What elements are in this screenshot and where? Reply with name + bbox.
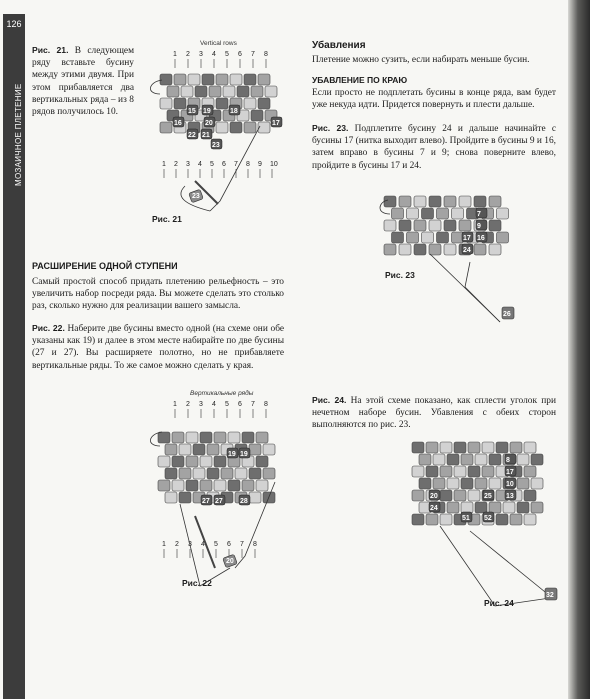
figure-22-diagram: [140, 386, 300, 606]
fig21-caption: Рис. 21: [152, 214, 182, 224]
bead: [158, 456, 170, 467]
bead: [265, 86, 277, 97]
fig22-top-number: 7: [251, 401, 255, 408]
left-para-1: Самый простой способ придать плетению рельефность – это увеличить набор посреди ряда. Вы можете сделать это столько раз, сколько нужно для реализации вашего замысла.: [32, 277, 284, 312]
bead: [172, 432, 184, 443]
fig21-top-number: 4: [212, 51, 216, 58]
bead: [496, 514, 508, 525]
bead: [172, 480, 184, 491]
bead: [384, 244, 396, 255]
fig22-bead-number: 19: [240, 451, 248, 458]
fig22-bottom-number: 1: [162, 541, 166, 548]
bead: [489, 220, 501, 231]
fig22-top-number: 4: [212, 401, 216, 408]
bead: [510, 514, 522, 525]
fig23-caption: Рис. 23: [385, 270, 415, 280]
bead: [496, 442, 508, 453]
bead: [468, 490, 480, 501]
bead: [186, 456, 198, 467]
fig22-top-number: 8: [264, 401, 268, 408]
bead: [207, 444, 219, 455]
bead: [497, 208, 509, 219]
bead: [524, 514, 536, 525]
bead: [468, 442, 480, 453]
bead: [440, 466, 452, 477]
bead: [444, 220, 456, 231]
bead: [475, 478, 487, 489]
bead: [251, 110, 263, 121]
bead: [399, 196, 411, 207]
bead: [160, 98, 172, 109]
bead: [256, 432, 268, 443]
bead: [440, 514, 452, 525]
bead: [244, 74, 256, 85]
bead: [503, 502, 515, 513]
fig22-top-number: 6: [238, 401, 242, 408]
bead: [461, 454, 473, 465]
fig21-bottom-number: 6: [222, 161, 226, 168]
bead: [216, 98, 228, 109]
bead: [447, 502, 459, 513]
fig24-bead-number: 25: [484, 493, 492, 500]
fig21-top-number: 2: [186, 51, 190, 58]
bead: [444, 244, 456, 255]
bead: [414, 196, 426, 207]
bead: [158, 432, 170, 443]
bead: [216, 74, 228, 85]
bead: [249, 444, 261, 455]
fig23-bead-number: 7: [477, 211, 481, 218]
bead: [158, 480, 170, 491]
fig21-bead-number: 18: [230, 108, 238, 115]
bead: [531, 478, 543, 489]
fig22-bottom-number: 7: [240, 541, 244, 548]
fig22-top-label: Вертикальные ряды: [190, 390, 254, 397]
fig22-bottom-number: 5: [214, 541, 218, 548]
bead: [517, 502, 529, 513]
fig24-bead-number: 24: [430, 505, 438, 512]
fig21-bead-number: 15: [188, 108, 196, 115]
fig21-top-number: 5: [225, 51, 229, 58]
bead: [392, 232, 404, 243]
bead: [468, 466, 480, 477]
bead: [531, 454, 543, 465]
fig24-bead-number: 10: [506, 481, 514, 488]
fig21-top-number: 3: [199, 51, 203, 58]
fig22-paragraph: Рис. 22. Наберите две бусины вместо одной (на схеме они обе указаны как 19) и далее в этом месте набирайте по две бусины (27 и 27). Вы расширяете полотно, но не прибавляете вертикальные ряды. То же самое можно сделать у края.: [32, 323, 284, 371]
fig21-top-label: Vertical rows: [200, 40, 237, 47]
bead: [193, 444, 205, 455]
bead: [524, 442, 536, 453]
bead: [228, 432, 240, 443]
fig23-bead-number: 24: [463, 247, 471, 254]
bead: [459, 196, 471, 207]
fig21-bottom-number: 2: [174, 161, 178, 168]
fig21-bead-number: 16: [174, 120, 182, 127]
fig22-bottom-number: 4: [201, 541, 205, 548]
bead: [489, 196, 501, 207]
bead: [517, 454, 529, 465]
bead: [200, 480, 212, 491]
bead: [179, 492, 191, 503]
bead: [419, 454, 431, 465]
book-spine: [568, 0, 590, 699]
bead: [244, 122, 256, 133]
bead: [384, 196, 396, 207]
bead: [440, 490, 452, 501]
bead: [454, 490, 466, 501]
bead: [214, 432, 226, 443]
bead: [172, 456, 184, 467]
bead: [186, 432, 198, 443]
bead: [200, 456, 212, 467]
bead: [181, 86, 193, 97]
bead: [475, 502, 487, 513]
figure-24-diagram: [400, 436, 560, 636]
fig22-bead-20-end: 20: [226, 558, 234, 565]
bead: [412, 466, 424, 477]
bead: [433, 478, 445, 489]
bead: [251, 86, 263, 97]
fig23-paragraph: Рис. 23. Подплетите бусину 24 и дальше начинайте с бусины 17 (нитка выходит влево). Пройдите в бусины 9 и 16, затем вправо в бусины 7 и 9; снова поверните влево, пройдите в бусины 17 и 24.: [312, 123, 556, 171]
bead: [179, 468, 191, 479]
bead: [412, 514, 424, 525]
bead: [188, 74, 200, 85]
fig24-bead-number: 13: [506, 493, 514, 500]
figure-21-diagram: [140, 36, 300, 236]
bead: [524, 490, 536, 501]
bead: [482, 442, 494, 453]
fig22-bottom-number: 3: [188, 541, 192, 548]
fig22-bead-number: 19: [228, 451, 236, 458]
bead: [258, 98, 270, 109]
bead: [489, 244, 501, 255]
fig22-top-number: 3: [199, 401, 203, 408]
bead: [202, 74, 214, 85]
bead: [230, 122, 242, 133]
fig21-bead-number: 22: [188, 132, 196, 139]
bead: [228, 480, 240, 491]
bead: [461, 502, 473, 513]
bead: [249, 468, 261, 479]
fig24-paragraph: Рис. 24. На этой схеме показано, как сплести уголок при нечетном наборе бусин. Убавления с обеих сторон выполняются по рис. 23.: [312, 395, 556, 431]
bead: [426, 442, 438, 453]
fig22-top-number: 2: [186, 401, 190, 408]
bead: [489, 454, 501, 465]
bead: [242, 480, 254, 491]
left-heading: РАСШИРЕНИЕ ОДНОЙ СТУПЕНИ: [32, 261, 178, 271]
bead: [426, 466, 438, 477]
fig22-bottom-number: 8: [253, 541, 257, 548]
bead: [510, 442, 522, 453]
bead: [474, 244, 486, 255]
fig22-bottom-number: 2: [175, 541, 179, 548]
bead: [407, 208, 419, 219]
fig21-bottom-number: 7: [234, 161, 238, 168]
bead: [482, 466, 494, 477]
bead: [489, 502, 501, 513]
bead: [412, 442, 424, 453]
bead: [186, 480, 198, 491]
bead: [531, 502, 543, 513]
svg-text:26: 26: [503, 311, 511, 318]
fig21-top-number: 7: [251, 51, 255, 58]
bead: [414, 244, 426, 255]
bead: [429, 196, 441, 207]
bead: [497, 232, 509, 243]
bead: [426, 514, 438, 525]
bead: [167, 86, 179, 97]
bead: [419, 478, 431, 489]
bead: [193, 468, 205, 479]
fig21-bottom-number: 4: [198, 161, 202, 168]
fig21-top-number: 1: [173, 51, 177, 58]
bead: [399, 244, 411, 255]
bead: [429, 244, 441, 255]
bead: [454, 466, 466, 477]
bead: [235, 468, 247, 479]
bead: [256, 456, 268, 467]
bead: [414, 220, 426, 231]
bead: [214, 480, 226, 491]
bead: [165, 444, 177, 455]
fig21-bead-number: 20: [205, 120, 213, 127]
page-number: 126: [6, 19, 22, 29]
bead: [384, 220, 396, 231]
fig21-bottom-number: 5: [210, 161, 214, 168]
fig24-bead-number: 20: [430, 493, 438, 500]
fig23-bead-number: 17: [463, 235, 471, 242]
bead: [216, 122, 228, 133]
bead: [174, 98, 186, 109]
bead: [433, 454, 445, 465]
fig21-bottom-number: 3: [186, 161, 190, 168]
fig21-bottom-number: 10: [270, 161, 278, 168]
bead: [412, 490, 424, 501]
right-intro: Плетение можно сузить, если набирать меньше бусин.: [312, 55, 530, 65]
bead: [454, 442, 466, 453]
bead: [258, 74, 270, 85]
bead: [244, 98, 256, 109]
fig21-top-number: 6: [238, 51, 242, 58]
bead: [221, 468, 233, 479]
bead: [489, 478, 501, 489]
bead: [237, 86, 249, 97]
bead: [461, 478, 473, 489]
figure-23-diagram: [370, 192, 530, 342]
fig23-bead-number: 16: [477, 235, 485, 242]
bead: [517, 478, 529, 489]
bead: [440, 442, 452, 453]
bead: [524, 466, 536, 477]
fig21-bead-number: 23: [212, 142, 220, 149]
fig21-bead-number: 21: [202, 132, 210, 139]
fig24-caption: Рис. 24: [484, 598, 514, 608]
bead: [474, 196, 486, 207]
bead: [263, 444, 275, 455]
bead: [452, 232, 464, 243]
bead: [429, 220, 441, 231]
bead: [230, 74, 242, 85]
bead: [165, 468, 177, 479]
bead: [459, 220, 471, 231]
right-heading: Убавления: [312, 40, 366, 51]
fig24-bead-number: 52: [484, 515, 492, 522]
bead: [399, 220, 411, 231]
fig21-bead-23-end: 23: [192, 193, 200, 200]
fig24-bead-number: 17: [506, 469, 514, 476]
bead: [437, 232, 449, 243]
bead: [200, 432, 212, 443]
bead: [422, 208, 434, 219]
fig22-top-number: 5: [225, 401, 229, 408]
bead: [452, 208, 464, 219]
fig22-bottom-number: 6: [227, 541, 231, 548]
bead: [407, 232, 419, 243]
bead: [258, 122, 270, 133]
fig22-top-number: 1: [173, 401, 177, 408]
bead: [422, 232, 434, 243]
bead: [160, 122, 172, 133]
fig21-top-number: 8: [264, 51, 268, 58]
bead: [242, 432, 254, 443]
fig24-bead-number: 51: [462, 515, 470, 522]
bead: [223, 86, 235, 97]
fig21-paragraph: Рис. 21. В следующем ряду вставьте бусину между этими двумя. При этом прибавляется два вертикальных ряда – из 8 рядов получилось 10.: [32, 45, 135, 118]
bead: [249, 492, 261, 503]
bead: [256, 480, 268, 491]
fig21-bottom-number: 8: [246, 161, 250, 168]
bead: [444, 196, 456, 207]
fig21-bottom-number: 9: [258, 161, 262, 168]
bead: [209, 86, 221, 97]
bead: [437, 208, 449, 219]
bead: [174, 74, 186, 85]
bead: [447, 454, 459, 465]
bead: [179, 444, 191, 455]
fig21-bottom-number: 1: [162, 161, 166, 168]
fig22-bead-number: 28: [240, 498, 248, 505]
right-subheading: УБАВЛЕНИЕ ПО КРАЮ: [312, 75, 408, 85]
bead: [207, 468, 219, 479]
bead: [214, 456, 226, 467]
bead: [263, 468, 275, 479]
fig22-bead-number: 27: [215, 498, 223, 505]
right-para-1: Если просто не подплетать бусины в конце ряда, вам будет уже некуда идти. Придется повернуть и плести дальше.: [312, 88, 556, 111]
bead: [475, 454, 487, 465]
bead: [195, 86, 207, 97]
fig22-bead-number: 27: [202, 498, 210, 505]
bead: [160, 74, 172, 85]
section-title: МОЗАИЧНОЕ ПЛЕТЕНИЕ: [14, 83, 23, 186]
fig23-bead-number: 9: [477, 223, 481, 230]
svg-text:32: 32: [546, 592, 554, 599]
bead: [447, 478, 459, 489]
bead: [392, 208, 404, 219]
fig22-caption: Рис. 22: [182, 578, 212, 588]
fig24-bead-number: 8: [506, 457, 510, 464]
fig21-bead-number: 19: [203, 108, 211, 115]
fig21-bead-number: 17: [272, 120, 280, 127]
bead: [165, 492, 177, 503]
